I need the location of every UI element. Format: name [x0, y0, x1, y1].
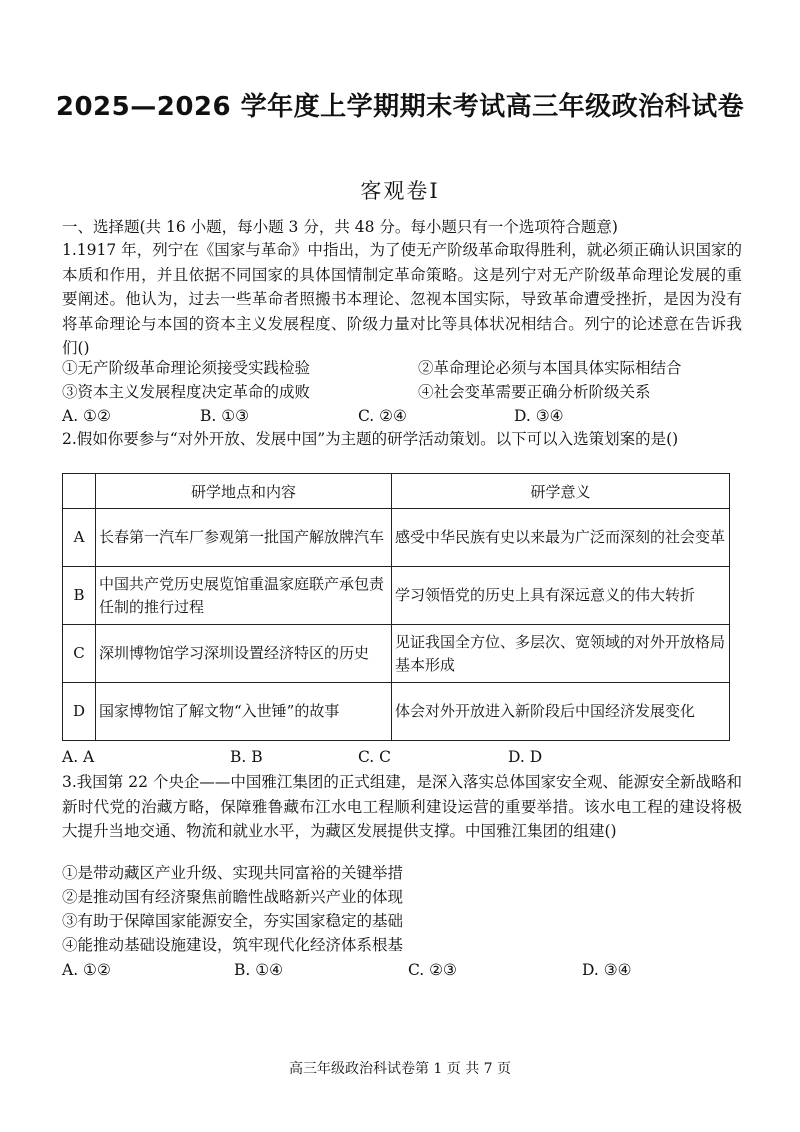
- research-table: [62, 473, 730, 741]
- row-letter: A: [63, 509, 96, 567]
- q3-item-1: ①是带动藏区产业升级、实现共同富裕的关键举措: [62, 864, 404, 882]
- q3-choice-b[interactable]: B. ①④: [234, 961, 284, 979]
- table-header-row: [63, 474, 730, 509]
- row-meaning: 学习领悟党的历史上具有深远意义的伟大转折: [392, 567, 730, 625]
- q1-choice-b[interactable]: B. ①③: [200, 407, 250, 425]
- q3-choice-a[interactable]: A. ①②: [62, 961, 111, 979]
- q2-choice-b[interactable]: B. B: [230, 748, 263, 766]
- q1-choice-c[interactable]: C. ②④: [358, 407, 407, 425]
- q3-choice-d[interactable]: D. ③④: [582, 961, 632, 979]
- table-header-meaning: 研学意义: [392, 474, 730, 509]
- row-letter: B: [63, 567, 96, 625]
- section-heading: 一、选择题(共 16 小题，每小题 3 分，共 48 分。每小题只有一个选项符合题意): [62, 218, 618, 236]
- table-header-blank: [63, 474, 96, 509]
- row-meaning: 感受中华民族有史以来最为广泛而深刻的社会变革: [392, 509, 730, 567]
- q1-choice-d[interactable]: D. ③④: [514, 407, 564, 425]
- row-place: 国家博物馆了解文物“入世锤”的故事: [96, 683, 392, 741]
- q1-item-1: ①无产阶级革命理论须接受实践检验: [62, 359, 311, 377]
- q1-stem: 1.1917 年，列宁在《国家与革命》中指出，为了使无产阶级革命取得胜利，就必须正确认识国家的本质和作用，并且依据不同国家的具体国情制定革命策略。这是列宁对无产阶级革命理论发展的重要阐述。他认为，过去一些革命者照搬书本理论、忽视本国实际，导致革命遭受挫折，是因为没有将革命理论与本国的资本主义发展程度、阶级力量对比等具体状况相结合。列宁的论述意在告诉我们(): [62, 241, 742, 357]
- row-meaning: 见证我国全方位、多层次、宽领域的对外开放格局基本形成: [392, 625, 730, 683]
- q3-item-2: ②是推动国有经济聚焦前瞻性战略新兴产业的体现: [62, 888, 404, 906]
- row-place: 深圳博物馆学习深圳设置经济特区的历史: [96, 625, 392, 683]
- q1-item-3: ③资本主义发展程度决定革命的成败: [62, 383, 311, 401]
- q3-stem: 3.我国第 22 个央企——中国雅江集团的正式组建，是深入落实总体国家安全观、能源安全新战略和新时代党的治藏方略，保障雅鲁藏布江水电工程顺利建设运营的重要举措。该水电工程的建设将极大提升当地交通、物流和就业水平，为藏区发展提供支撑。中国雅江集团的组建(): [62, 773, 742, 840]
- exam-title: 2025—2026 学年度上学期期末考试高三年级政治科试卷: [55, 92, 745, 122]
- table-row: [63, 567, 730, 625]
- table-row: [63, 625, 730, 683]
- q1-choice-a[interactable]: A. ①②: [62, 407, 111, 425]
- row-letter: D: [63, 683, 96, 741]
- q1-item-4: ④社会变革需要正确分析阶级关系: [418, 383, 651, 401]
- table-row: [63, 683, 730, 741]
- page-footer: 高三年级政治科试卷第 1 页 共 7 页: [288, 1061, 512, 1077]
- q1-item-2: ②革命理论必须与本国具体实际相结合: [418, 359, 682, 377]
- q3-choice-c[interactable]: C. ②③: [408, 961, 457, 979]
- section-title: 客观卷Ⅰ: [360, 179, 440, 203]
- q2-choice-c[interactable]: C. C: [358, 748, 392, 766]
- q3-item-4: ④能推动基础设施建设，筑牢现代化经济体系根基: [62, 936, 404, 954]
- q3-item-3: ③有助于保障国家能源安全，夯实国家稳定的基础: [62, 912, 404, 930]
- q2-stem: 2.假如你要参与“对外开放、发展中国”为主题的研学活动策划。以下可以入选策划案的是(): [62, 430, 679, 448]
- row-place: 中国共产党历史展览馆重温家庭联产承包责任制的推行过程: [96, 567, 392, 625]
- q2-choice-d[interactable]: D. D: [508, 748, 543, 766]
- row-meaning: 体会对外开放进入新阶段后中国经济发展变化: [392, 683, 730, 741]
- table-header-place: 研学地点和内容: [96, 474, 392, 509]
- row-place: 长春第一汽车厂参观第一批国产解放牌汽车: [96, 509, 392, 567]
- q2-choice-a[interactable]: A. A: [62, 748, 95, 766]
- table-row: [63, 509, 730, 567]
- row-letter: C: [63, 625, 96, 683]
